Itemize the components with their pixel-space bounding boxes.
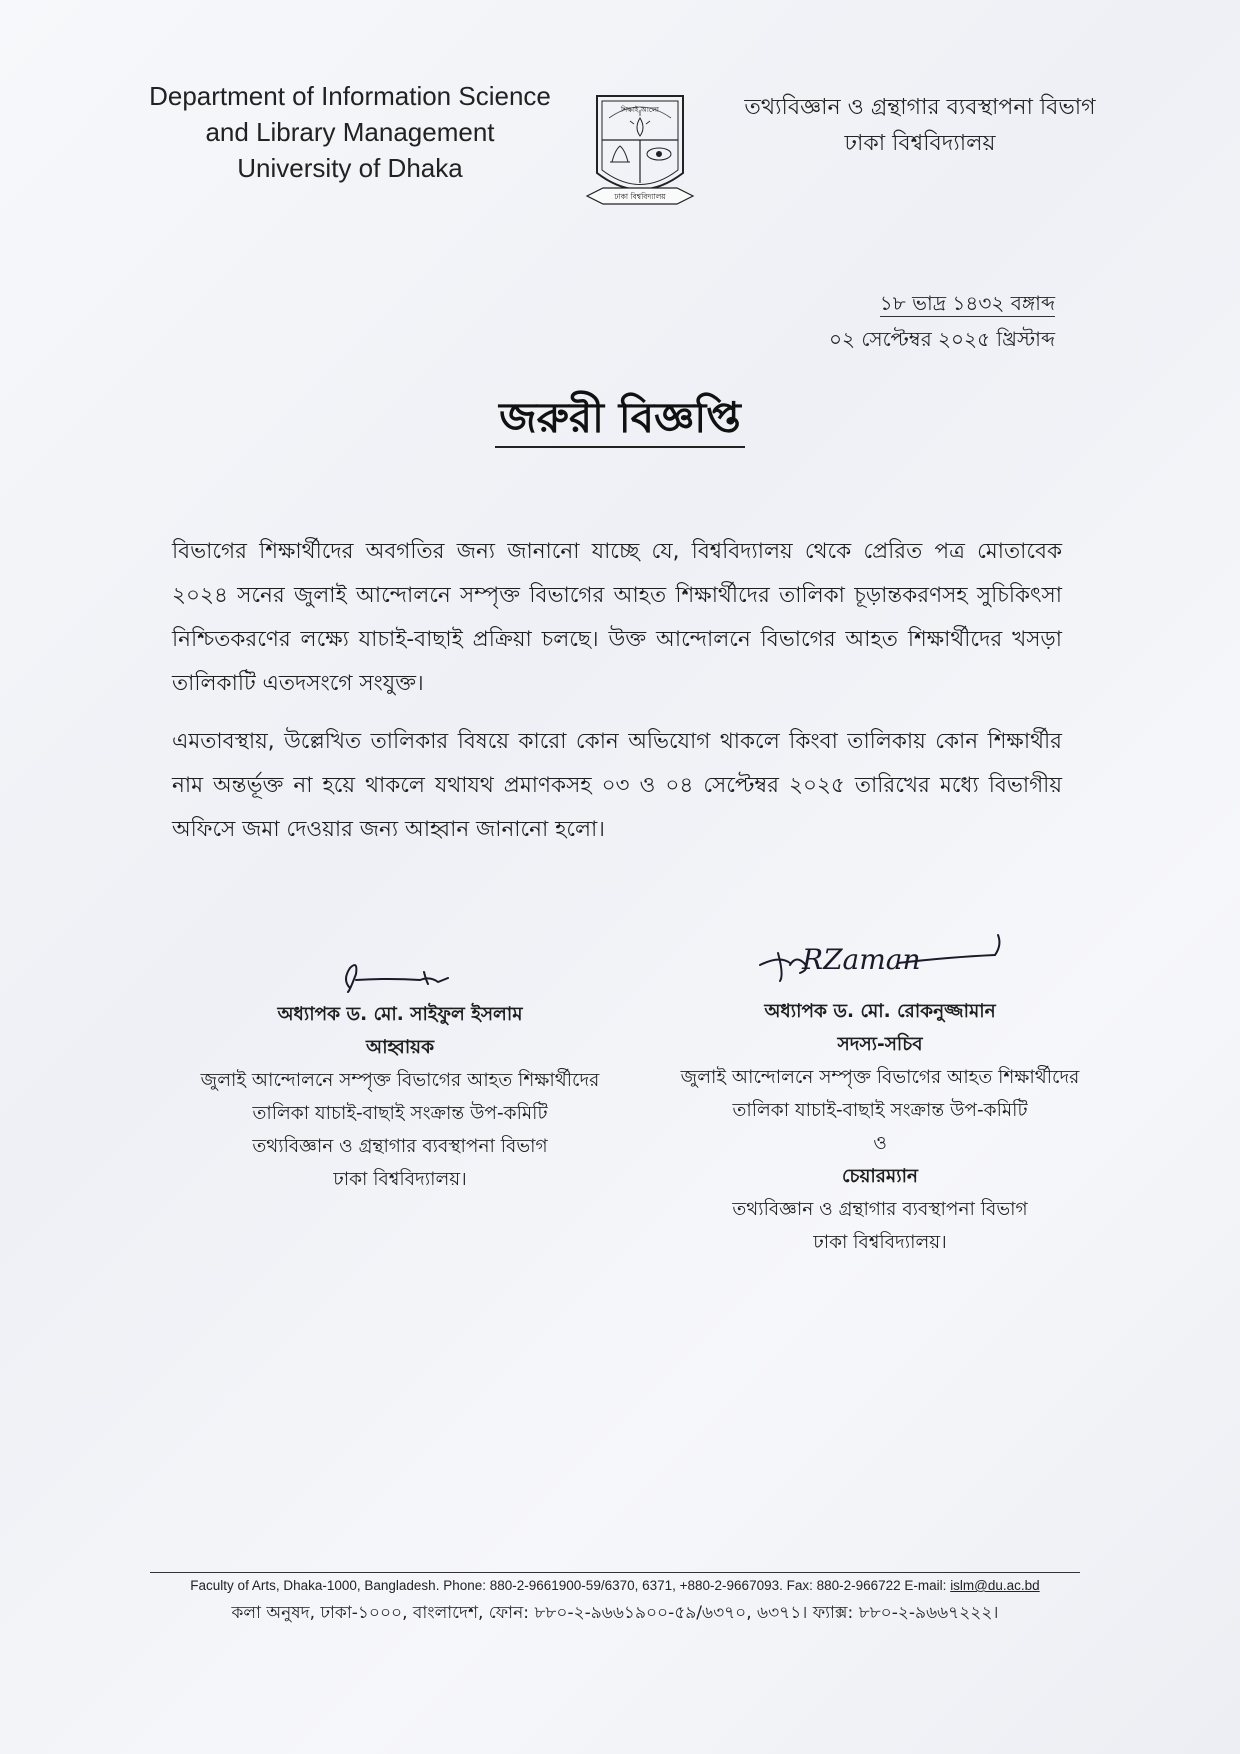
- signatory-right-line4: ঢাকা বিশ্ববিদ্যালয়।: [813, 1232, 947, 1253]
- signatory-right-line3: তথ্যবিজ্ঞান ও গ্রন্থাগার ব্যবস্থাপনা বিভাগ: [732, 1199, 1028, 1220]
- signatory-left-line3: তথ্যবিজ্ঞান ও গ্রন্থাগার ব্যবস্থাপনা বিভাগ: [252, 1136, 548, 1157]
- university-name-bn: ঢাকা বিশ্ববিদ্যালয়: [844, 131, 996, 156]
- notice-title: [0, 385, 1240, 456]
- signature-right-icon: [740, 925, 1020, 995]
- header-bangla: [700, 90, 1140, 162]
- notice-title-text: জরুরী বিজ্ঞপ্তি: [495, 393, 745, 448]
- signature-right-text: RZaman: [802, 943, 921, 976]
- dept-name-en-line2: and Library Management: [205, 117, 495, 147]
- signatory-left: [140, 950, 660, 1196]
- signatory-left-name: অধ্যাপক ড. মো. সাইফুল ইসলাম: [277, 1004, 523, 1025]
- footer-english-text: Faculty of Arts, Dhaka-1000, Bangladesh. Phone: 880-2-9661900-59/6370, 6371, +880-2-9667093. Fax: 880-2-966722 E-mail:: [190, 1578, 951, 1593]
- signatory-right-conj: ও: [873, 1133, 887, 1154]
- body-paragraph-2: এমতাবস্থায়, উল্লেখিত তালিকার বিষয়ে কারো কোন অভিযোগ থাকলে কিংবা তালিকায় কোন শিক্ষার্থীর নাম অন্তর্ভূক্ত না হয়ে থাকলে যথাযথ প্রমাণকসহ ০৩ ও ০৪ সেপ্টেম্বর ২০২৫ তারিখের মধ্যে বিভাগীয় অফিসে জমা দেওয়ার জন্য আহ্বান জানানো হলো।: [172, 729, 1062, 842]
- signatory-left-line4: ঢাকা বিশ্ববিদ্যালয়।: [333, 1169, 467, 1190]
- signatory-right-role2: চেয়ারম্যান: [842, 1166, 918, 1187]
- footer-english: [150, 1578, 1080, 1593]
- date-block: [829, 285, 1055, 357]
- university-name-en: University of Dhaka: [237, 153, 463, 183]
- logo-ribbon-text: ঢাকা বিশ্ববিদ্যালয়: [614, 192, 666, 201]
- header-english: [130, 78, 570, 186]
- dept-name-bn: তথ্যবিজ্ঞান ও গ্রন্থাগার ব্যবস্থাপনা বিভাগ: [744, 95, 1096, 120]
- notice-body: [172, 530, 1062, 866]
- signatory-right-line2: তালিকা যাচাই-বাছাই সংক্রান্ত উপ-কমিটি: [732, 1100, 1028, 1121]
- date-bangla-calendar: ১৮ ভাদ্র ১৪৩২ বঙ্গাব্দ: [879, 291, 1055, 315]
- signatory-right: [600, 925, 1160, 1259]
- footer-bangla: কলা অনুষদ, ঢাকা-১০০০, বাংলাদেশ, ফোন: ৮৮০-২-৯৬৬১৯০০-৫৯/৬৩৭০, ৬৩৭১। ফ্যাক্স: ৮৮০-২-৯৬৬৭২২২।: [231, 1603, 999, 1623]
- dept-name-en-line1: Department of Information Science: [149, 81, 551, 111]
- footer-email-link[interactable]: islm@du.ac.bd: [950, 1578, 1040, 1593]
- university-logo-icon: [585, 88, 695, 218]
- signatory-left-role: আহ্বায়ক: [365, 1037, 435, 1058]
- signatory-right-role: সদস্য-সচিব: [837, 1034, 923, 1055]
- signatory-right-line1: জুলাই আন্দোলনে সম্পৃক্ত বিভাগের আহত শিক্ষার্থীদের: [680, 1067, 1080, 1088]
- signatory-left-line1: জুলাই আন্দোলনে সম্পৃক্ত বিভাগের আহত শিক্ষার্থীদের: [200, 1070, 600, 1091]
- logo-motto: শিক্ষাই আলো: [621, 106, 659, 114]
- signature-left-icon: [320, 950, 480, 998]
- body-paragraph-1: বিভাগের শিক্ষার্থীদের অবগতির জন্য জানানো যাচ্ছে যে, বিশ্ববিদ্যালয় থেকে প্রেরিত পত্র মোতাবেক ২০২৪ সনের জুলাই আন্দোলনে সম্পৃক্ত বিভাগের আহত শিক্ষার্থীদের তালিকা চূড়ান্তকরণসহ সুচিকিৎসা নিশ্চিতকরণের লক্ষ্যে যাচাই-বাছাই প্রক্রিয়া চলছে। উক্ত আন্দোলনে বিভাগের আহত শিক্ষার্থীদের খসড়া তালিকাটি এতদসংগে সংযুক্ত।: [172, 539, 1062, 696]
- footer-divider: [150, 1572, 1080, 1573]
- signatory-right-name: অধ্যাপক ড. মো. রোকনুজ্জামান: [764, 1001, 996, 1022]
- signatory-left-line2: তালিকা যাচাই-বাছাই সংক্রান্ত উপ-কমিটি: [252, 1103, 548, 1124]
- date-gregorian: ০২ সেপ্টেম্বর ২০২৫ খ্রিস্টাব্দ: [828, 327, 1055, 351]
